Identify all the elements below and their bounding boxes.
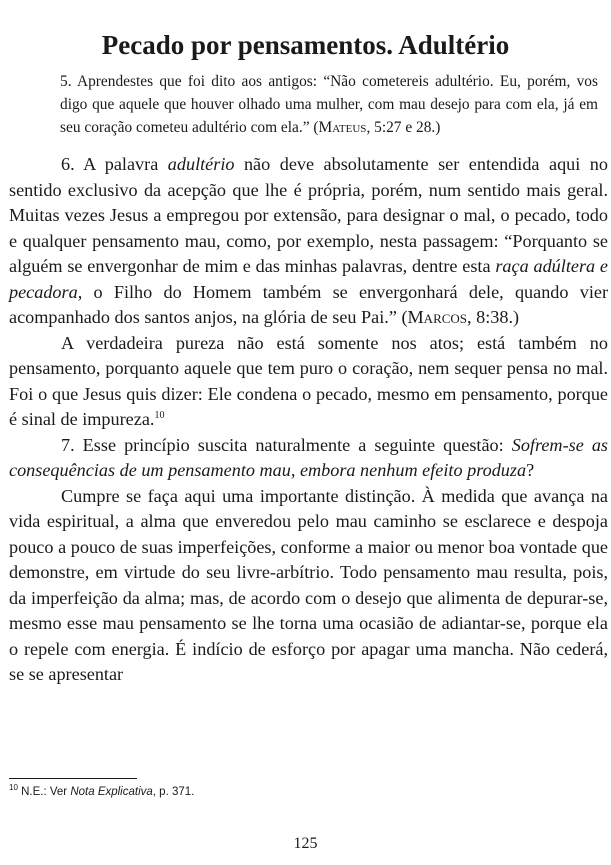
- p6-text-e: , o Filho do Homem também se envergonhará dele, quando vier acompanhado dos santos anjos, na glória de seu Pai.” (: [9, 281, 608, 327]
- p7-question: Sofrem-se as consequências de um pensamento mau, embora nenhum efeito produza: [9, 434, 608, 480]
- p7-text-c: ?: [526, 460, 535, 480]
- footnote-title: Nota Explicativa: [70, 786, 153, 798]
- paragraph-6: [9, 152, 608, 331]
- quote-reference: , 5:27 e 28.): [366, 119, 441, 136]
- page-number: 125: [293, 835, 318, 852]
- p6-text-a: 6. A palavra: [61, 154, 168, 174]
- p-distinction-text: Cumpre se faça aqui uma importante distinção. À medida que avança na vida espiritual, a alma que enveredou pelo mau caminho se esclarece e despoja pouco a pouco de suas imperfeições, conforme a maior ou menor boa vontade que demonstre, em virtude do seu livre-arbítrio. Todo pensamento mau resulta, pois, da imperfeição da alma; mas, de acordo com o desejo que alimenta de depurar-se, mesmo esse mau pensamento se lhe torna uma ocasião de adiantar-se, porque ela o repele com energia. É indício de esforço por apagar uma mancha. Não cederá, se se apresentar: [9, 485, 608, 684]
- footnote-divider: [9, 778, 137, 779]
- p6-reference: , 8:38.): [467, 307, 520, 327]
- footnote-text-a: N.E.: Ver: [21, 786, 71, 798]
- footnote-page: , p. 371.: [152, 786, 195, 798]
- paragraph-distinction: [9, 484, 608, 688]
- p6-quoted-phrase: raça adúltera e pecadora: [9, 256, 608, 302]
- page-title: Pecado por pensamentos. Adultério: [101, 30, 510, 61]
- p6-text-c: não deve absolutamente ser entendida aqui no sentido exclusivo da acepção que lhe é própria, porém, num sentido mais geral. Muitas vezes Jesus a empregou por extensão, para designar o mal, o pecado, todo e qualquer pensamento mau, como, por exemplo, nesta passagem: “Porquanto se alguém se envergonhar de mim e das minhas palavras, dentre esta: [9, 154, 608, 276]
- p-purity-text: A verdadeira pureza não está somente nos atos; está também no pensamento, porquanto aquele que tem puro o coração, nem sequer pensa no mal. Foi o que Jesus quis dizer: Ele condena o pecado, mesmo em pensamento, porque é sinal de impureza.: [9, 332, 608, 429]
- quote-source: Mateus: [318, 119, 367, 136]
- quote-text: 5. Aprendestes que foi dito aos antigos: “Não cometereis adultério. Eu, porém, vos digo que aquele que houver olhado uma mulher, com mau desejo para com ela, já em seu coração cometeu adultério com ela.” (: [60, 73, 598, 136]
- body-text: [9, 152, 608, 688]
- footnote: [9, 783, 195, 798]
- p6-term: adultério: [167, 154, 235, 174]
- paragraph-purity: [9, 331, 608, 433]
- scripture-quote: [60, 70, 598, 139]
- footnote-mark: 10: [9, 783, 18, 793]
- footnote-reference[interactable]: 10: [154, 409, 165, 421]
- p7-text-a: 7. Esse princípio suscita naturalmente a seguinte questão:: [61, 434, 512, 455]
- paragraph-7: [9, 433, 608, 484]
- p6-source: Marcos: [407, 307, 468, 327]
